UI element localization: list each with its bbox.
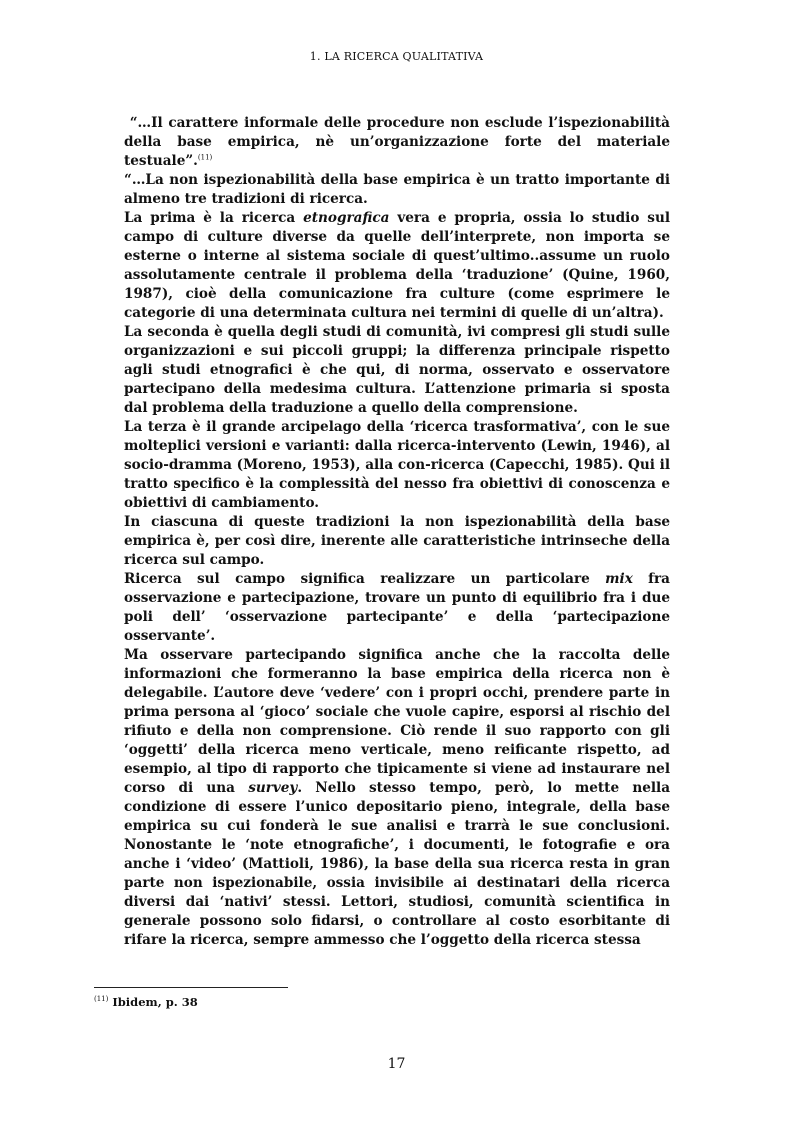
running-header: 1. LA RICERCA QUALITATIVA: [309, 50, 484, 63]
paragraph-8: Ma osservare partecipando significa anche che la raccolta delle informazioni che formeranno la base empirica della ricerca non è delegabile. L’autore deve ‘vedere’ con i propri occhi, prendere parte in prima persona al ‘gioco’ sociale che vuole capire, esporsi al rischio del rifiuto e della non comprensione. Ciò rende il suo rapporto con gli ‘oggetti’ della ricerca meno verticale, meno reificante rispetto, ad esempio, al tipo di rapporto che tipicamente si viene ad instaurare nel corso di una survey. Nello stesso tempo, però, lo mette nella condizione di essere l’unico depositario pieno, integrale, della base empirica su cui fonderà le sue analisi e trarrà le sue conclusioni. Nonostante le ‘note etnografiche’, i documenti, le fotografie e ora anche i ‘video’ (Mattioli, 1986), la base della sua ricerca resta in gran parte non ispezionabile, ossia invisibile ai destinatari della ricerca diversi dai ‘nativi’ stessi. Lettori, studiosi, comunità scientifica in generale possono solo fidarsi, o controllare al costo esorbitante di rifare la ricerca, sempre ammesso che l’oggetto della ricerca stessa: [124, 647, 671, 948]
emphasis-survey: survey: [248, 780, 298, 796]
paragraph-3: La prima è la ricerca etnografica vera e propria, ossia lo studio sul campo di culture diverse da quelle dell’interprete, non importa se esterne o interne al sistema sociale di quest’ultimo..assume un ruolo assolutamente centrale il problema della ‘traduzione’ (Quine, 1960, 1987), cioè della comunicazione fra culture (come esprimere le categorie di una determinata cultura nei termini di quelle di un’altra).: [124, 210, 671, 321]
paragraph-1: “…Il carattere informale delle procedure non esclude l’ispezionabilità della base empirica, nè un’organizzazione forte del materiale testuale”.$^{(11)}$: [124, 115, 670, 169]
footnote: [94, 995, 198, 1009]
footnote-text: Ibidem, p. 38: [112, 995, 198, 1009]
page-number: 17: [387, 1056, 406, 1072]
footnote-divider: [94, 987, 288, 988]
footnote-marker: (11): [94, 995, 109, 1004]
body-text: [124, 114, 670, 950]
paragraph-7: Ricerca sul campo significa realizzare un particolare mix fra osservazione e partecipazione, trovare un punto di equilibrio fra i due poli dell’ ‘osservazione partecipante’ e della ‘partecipazione osservante’.: [124, 571, 670, 644]
paragraph-2: “…La non ispezionabilità della base empirica è un tratto importante di almeno tre tradizioni di ricerca.: [124, 172, 670, 207]
emphasis-etnografica: etnografica: [303, 210, 390, 226]
paragraph-5: La terza è il grande arcipelago della ‘ricerca trasformativa’, con le sue molteplici versioni e varianti: dalla ricerca-intervento (Lewin, 1946), al socio-dramma (Moreno, 1953), alla con-ricerca (Capecchi, 1985). Qui il tratto specifico è la complessità del nesso fra obiettivi di conoscenza e obiettivi di cambiamento.: [124, 419, 670, 511]
footnote-ref: (11): [197, 153, 213, 162]
paragraph-6: In ciascuna di queste tradizioni la non ispezionabilità della base empirica è, per così dire, inerente alle caratteristiche intrinseche della ricerca sul campo.: [124, 514, 670, 568]
emphasis-mix: mix: [605, 571, 633, 587]
paragraph-4: La seconda è quella degli studi di comunità, ivi compresi gli studi sulle organizzazioni e sui piccoli gruppi; la differenza principale rispetto agli studi etnografici è che qui, di norma, osservato e osservatore partecipano della medesima cultura. L’attenzione primaria si sposta dal problema della traduzione a quello della comprensione.: [124, 324, 670, 416]
